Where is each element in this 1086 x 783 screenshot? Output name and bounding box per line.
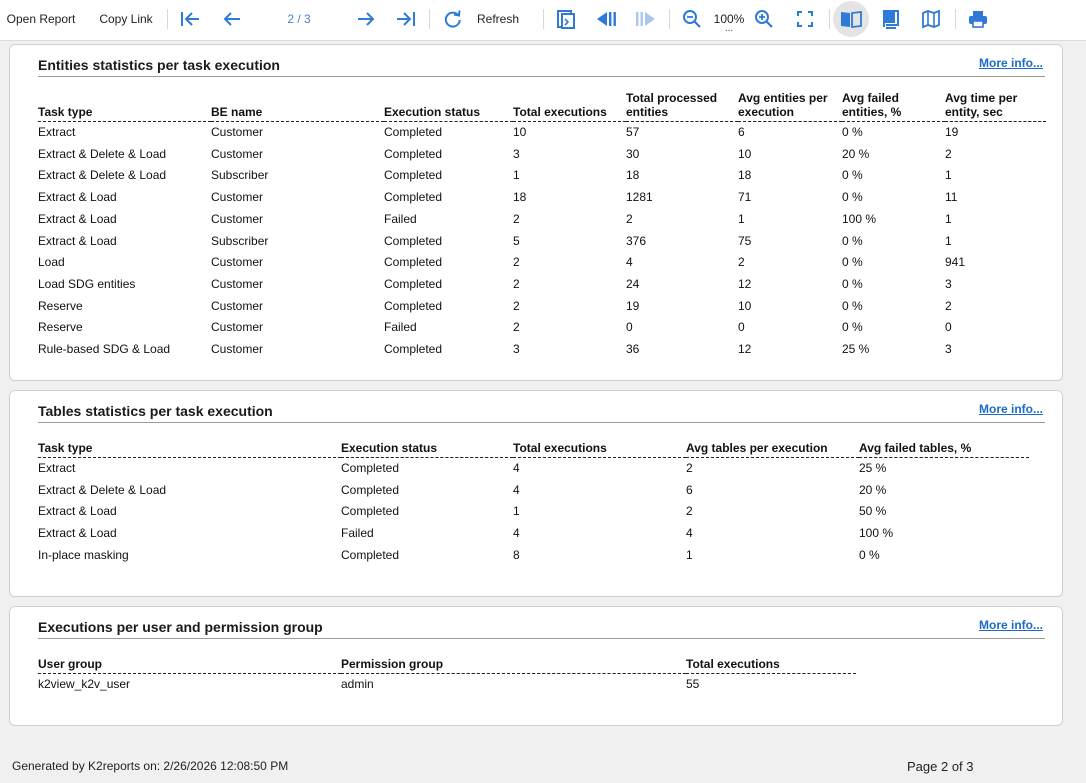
table-header-row [38, 657, 856, 674]
zoom-in-button[interactable] [752, 0, 776, 38]
column-header: Total executions [513, 91, 626, 122]
table-cell: 50 % [859, 504, 887, 519]
table-row [38, 501, 1029, 523]
table-row [38, 458, 1029, 480]
table-cell: 4 [513, 482, 520, 497]
table-cell: 1 [945, 211, 952, 226]
table-cell: k2view_k2v_user [38, 677, 131, 691]
table-row [38, 122, 1046, 144]
table-cell: 1 [738, 211, 745, 226]
step-backward-button[interactable] [594, 0, 618, 38]
table-cell: 2 [513, 255, 520, 270]
column-header: Execution status [341, 441, 513, 458]
users-table [38, 657, 856, 696]
table-cell: 0 % [842, 298, 863, 313]
table-cell: 6 [686, 482, 693, 497]
table-cell: 75 [738, 233, 752, 248]
table-cell: 3 [945, 276, 952, 291]
table-cell: 2 [513, 276, 520, 291]
export-icon [556, 8, 576, 30]
table-cell: 0 % [842, 320, 863, 335]
table-cell: 2 [626, 211, 633, 226]
table-cell: Completed [341, 504, 400, 519]
table-cell: 100 % [842, 211, 877, 226]
report-toolbar [0, 0, 1086, 41]
table-cell: Completed [384, 125, 443, 139]
table-cell: Extract & Load [38, 211, 117, 226]
table-cell: 1 [945, 233, 952, 248]
open-report-button[interactable]: Open Report [6, 12, 76, 26]
table-cell: 0 % [842, 276, 863, 291]
table-row [38, 674, 856, 696]
table-cell: 55 [686, 677, 700, 691]
table-cell: Reserve [38, 298, 83, 313]
table-cell: 3 [513, 342, 520, 357]
table-header-row [38, 91, 1046, 122]
table-cell: Customer [211, 342, 264, 357]
last-page-button[interactable] [394, 0, 418, 38]
table-row [38, 339, 1046, 361]
refresh-button[interactable]: Refresh [476, 12, 520, 26]
single-page-view-button[interactable] [879, 0, 903, 38]
page-number: Page 2 of 3 [907, 759, 974, 774]
table-cell: Customer [211, 146, 264, 161]
column-header: Avg failed entities, % [842, 91, 945, 122]
column-header: Avg tables per execution [686, 441, 859, 458]
table-cell: 20 % [842, 146, 870, 161]
table-cell: 10 [513, 125, 527, 139]
users-more-info-link[interactable]: More info... [979, 618, 1043, 632]
tables-section-title: Tables statistics per task execution [38, 403, 273, 419]
table-cell: 2 [738, 255, 745, 270]
table-cell: 4 [513, 526, 520, 541]
zoom-level-select[interactable] [710, 0, 748, 38]
step-backward-icon [595, 11, 617, 27]
next-page-button[interactable] [354, 0, 378, 38]
table-cell: 1 [513, 168, 520, 183]
table-cell: Customer [211, 190, 264, 205]
toolbar-divider [429, 9, 430, 29]
print-button[interactable] [966, 0, 990, 38]
table-cell: 10 [738, 298, 752, 313]
table-cell: Failed [384, 320, 417, 335]
table-cell: Extract [38, 125, 76, 139]
table-cell: 1281 [626, 190, 653, 205]
table-cell: Extract & Delete & Load [38, 168, 167, 183]
table-row [38, 274, 1046, 296]
map-icon [921, 9, 941, 29]
refresh-icon-button[interactable] [441, 0, 465, 38]
table-cell: 2 [513, 320, 520, 335]
table-row [38, 187, 1046, 209]
tables-more-info-link[interactable]: More info... [979, 402, 1043, 416]
table-cell: Subscriber [211, 233, 269, 248]
zoom-options-indicator: ... [724, 23, 734, 34]
toolbar-divider [955, 9, 956, 29]
table-cell: Extract & Load [38, 504, 117, 519]
column-header: Avg failed tables, % [859, 441, 1029, 458]
table-cell: Extract [38, 461, 76, 475]
table-cell: 100 % [859, 526, 894, 541]
table-cell: 18 [513, 190, 527, 205]
column-header: Total executions [686, 657, 856, 674]
table-cell: 20 % [859, 482, 887, 497]
table-cell: 12 [738, 276, 752, 291]
table-cell: Completed [384, 146, 443, 161]
table-cell: Customer [211, 276, 264, 291]
zoom-in-icon [754, 9, 774, 29]
table-cell: 4 [626, 255, 633, 270]
column-header: Permission group [341, 657, 686, 674]
export-button[interactable] [554, 0, 578, 38]
table-row [38, 231, 1046, 253]
table-cell: Completed [384, 276, 443, 291]
table-cell: 4 [513, 461, 520, 475]
fit-page-button[interactable] [793, 0, 817, 38]
table-cell: 1 [513, 504, 520, 519]
table-cell: 71 [738, 190, 752, 205]
table-cell: Completed [341, 547, 400, 562]
table-cell: 0 % [842, 168, 863, 183]
entities-section-title: Entities statistics per task execution [38, 57, 280, 73]
first-page-button[interactable] [178, 0, 202, 38]
column-header: User group [38, 657, 341, 674]
zoom-out-button[interactable] [680, 0, 704, 38]
section-rule [38, 422, 1045, 423]
table-cell: 3 [945, 342, 952, 357]
map-view-button[interactable] [919, 0, 943, 38]
toolbar-divider [829, 9, 830, 29]
table-cell: Subscriber [211, 168, 269, 183]
table-cell: 18 [738, 168, 752, 183]
arrow-right-icon [356, 9, 376, 29]
table-row [38, 165, 1046, 187]
table-header-row [38, 441, 1029, 458]
column-header: BE name [211, 91, 384, 122]
tables-statistics-panel [9, 390, 1063, 597]
entities-statistics-panel [9, 44, 1063, 381]
table-row [38, 209, 1046, 231]
column-header: Task type [38, 441, 341, 458]
table-cell: 2 [686, 504, 693, 519]
table-row [38, 144, 1046, 166]
table-cell: In-place masking [38, 547, 129, 562]
table-cell: 8 [513, 547, 520, 562]
table-cell: 376 [626, 233, 647, 248]
table-cell: Customer [211, 125, 264, 139]
table-cell: Load [38, 255, 65, 270]
table-cell: Completed [341, 461, 400, 475]
table-cell: 0 [945, 320, 952, 335]
first-page-icon [179, 9, 201, 29]
users-executions-panel [9, 606, 1063, 726]
table-cell: 0 [626, 320, 633, 335]
table-cell: Completed [341, 482, 400, 497]
table-cell: Completed [384, 233, 443, 248]
table-cell: 57 [626, 125, 640, 139]
section-rule [38, 76, 1045, 77]
zoom-out-icon [682, 9, 702, 29]
table-cell: Customer [211, 320, 264, 335]
table-cell: 18 [626, 168, 640, 183]
arrow-left-icon [222, 9, 242, 29]
column-header: Total processed entities [626, 91, 738, 122]
table-cell: 0 [738, 320, 745, 335]
table-cell: Customer [211, 211, 264, 226]
refresh-icon [443, 9, 463, 29]
book-view-button[interactable] [833, 1, 869, 37]
column-header: Task type [38, 91, 211, 122]
step-forward-icon [635, 11, 657, 27]
table-cell: 12 [738, 342, 752, 357]
print-icon [968, 9, 988, 29]
entities-table [38, 91, 1046, 361]
table-cell: 0 % [842, 125, 863, 139]
table-cell: 1 [945, 168, 952, 183]
section-rule [38, 638, 1045, 639]
zoom-level: 100% [713, 12, 745, 26]
table-cell: Failed [384, 211, 417, 226]
table-cell: 3 [513, 146, 520, 161]
table-cell: 1 [686, 547, 693, 562]
table-cell: 6 [738, 125, 745, 139]
table-cell: Completed [384, 342, 443, 357]
table-row [38, 252, 1046, 274]
column-header: Avg time per entity, sec [945, 91, 1046, 122]
table-cell: 25 % [859, 461, 887, 475]
table-cell: 10 [738, 146, 752, 161]
table-cell: Completed [384, 255, 443, 270]
book-open-icon [839, 9, 863, 29]
column-header: Avg entities per execution [738, 91, 842, 122]
table-cell: 941 [945, 255, 966, 270]
page-indicator[interactable]: 2 / 3 [287, 12, 311, 26]
table-cell: 5 [513, 233, 520, 248]
tables-table [38, 441, 1029, 567]
table-row [38, 545, 1029, 567]
table-cell: 2 [945, 146, 952, 161]
table-cell: 2 [945, 298, 952, 313]
previous-page-button[interactable] [220, 0, 244, 38]
table-cell: 0 % [842, 190, 863, 205]
table-cell: 2 [513, 211, 520, 226]
table-cell: 2 [513, 298, 520, 313]
toolbar-divider [543, 9, 544, 29]
table-row [38, 317, 1046, 339]
table-cell: 4 [686, 526, 693, 541]
table-row [38, 523, 1029, 545]
table-cell: 25 % [842, 342, 870, 357]
table-cell: Extract & Load [38, 190, 117, 205]
table-cell: Completed [384, 298, 443, 313]
table-cell: Completed [384, 190, 443, 205]
toolbar-divider [167, 9, 168, 29]
column-header: Total executions [513, 441, 686, 458]
table-cell: Customer [211, 255, 264, 270]
copy-link-button[interactable]: Copy Link [99, 12, 153, 26]
table-cell: 0 % [842, 233, 863, 248]
table-cell: Customer [211, 298, 264, 313]
table-cell: Failed [341, 526, 374, 541]
table-cell: Extract & Delete & Load [38, 482, 167, 497]
table-cell: 24 [626, 276, 640, 291]
table-cell: Completed [384, 168, 443, 183]
toolbar-divider [669, 9, 670, 29]
step-forward-button[interactable] [634, 0, 658, 38]
column-header: Execution status [384, 91, 513, 122]
table-cell: 2 [686, 461, 693, 475]
users-section-title: Executions per user and permission group [38, 619, 323, 635]
table-row [38, 480, 1029, 502]
table-cell: 19 [945, 125, 959, 139]
table-cell: 30 [626, 146, 640, 161]
table-cell: Reserve [38, 320, 83, 335]
table-cell: 0 % [859, 547, 880, 562]
last-page-icon [395, 9, 417, 29]
generated-timestamp: Generated by K2reports on: 2/26/2026 12:08:50 PM [12, 759, 289, 773]
table-cell: Extract & Delete & Load [38, 146, 167, 161]
table-cell: admin [341, 677, 374, 691]
table-cell: 36 [626, 342, 640, 357]
table-row [38, 296, 1046, 318]
table-cell: 11 [945, 190, 958, 205]
fullscreen-icon [796, 10, 814, 28]
page-view-icon [881, 8, 901, 30]
table-cell: Extract & Load [38, 526, 117, 541]
table-cell: 0 % [842, 255, 863, 270]
table-cell: Rule-based SDG & Load [38, 342, 171, 357]
table-cell: Extract & Load [38, 233, 117, 248]
table-cell: 19 [626, 298, 640, 313]
entities-more-info-link[interactable]: More info... [979, 56, 1043, 70]
table-cell: Load SDG entities [38, 276, 136, 291]
